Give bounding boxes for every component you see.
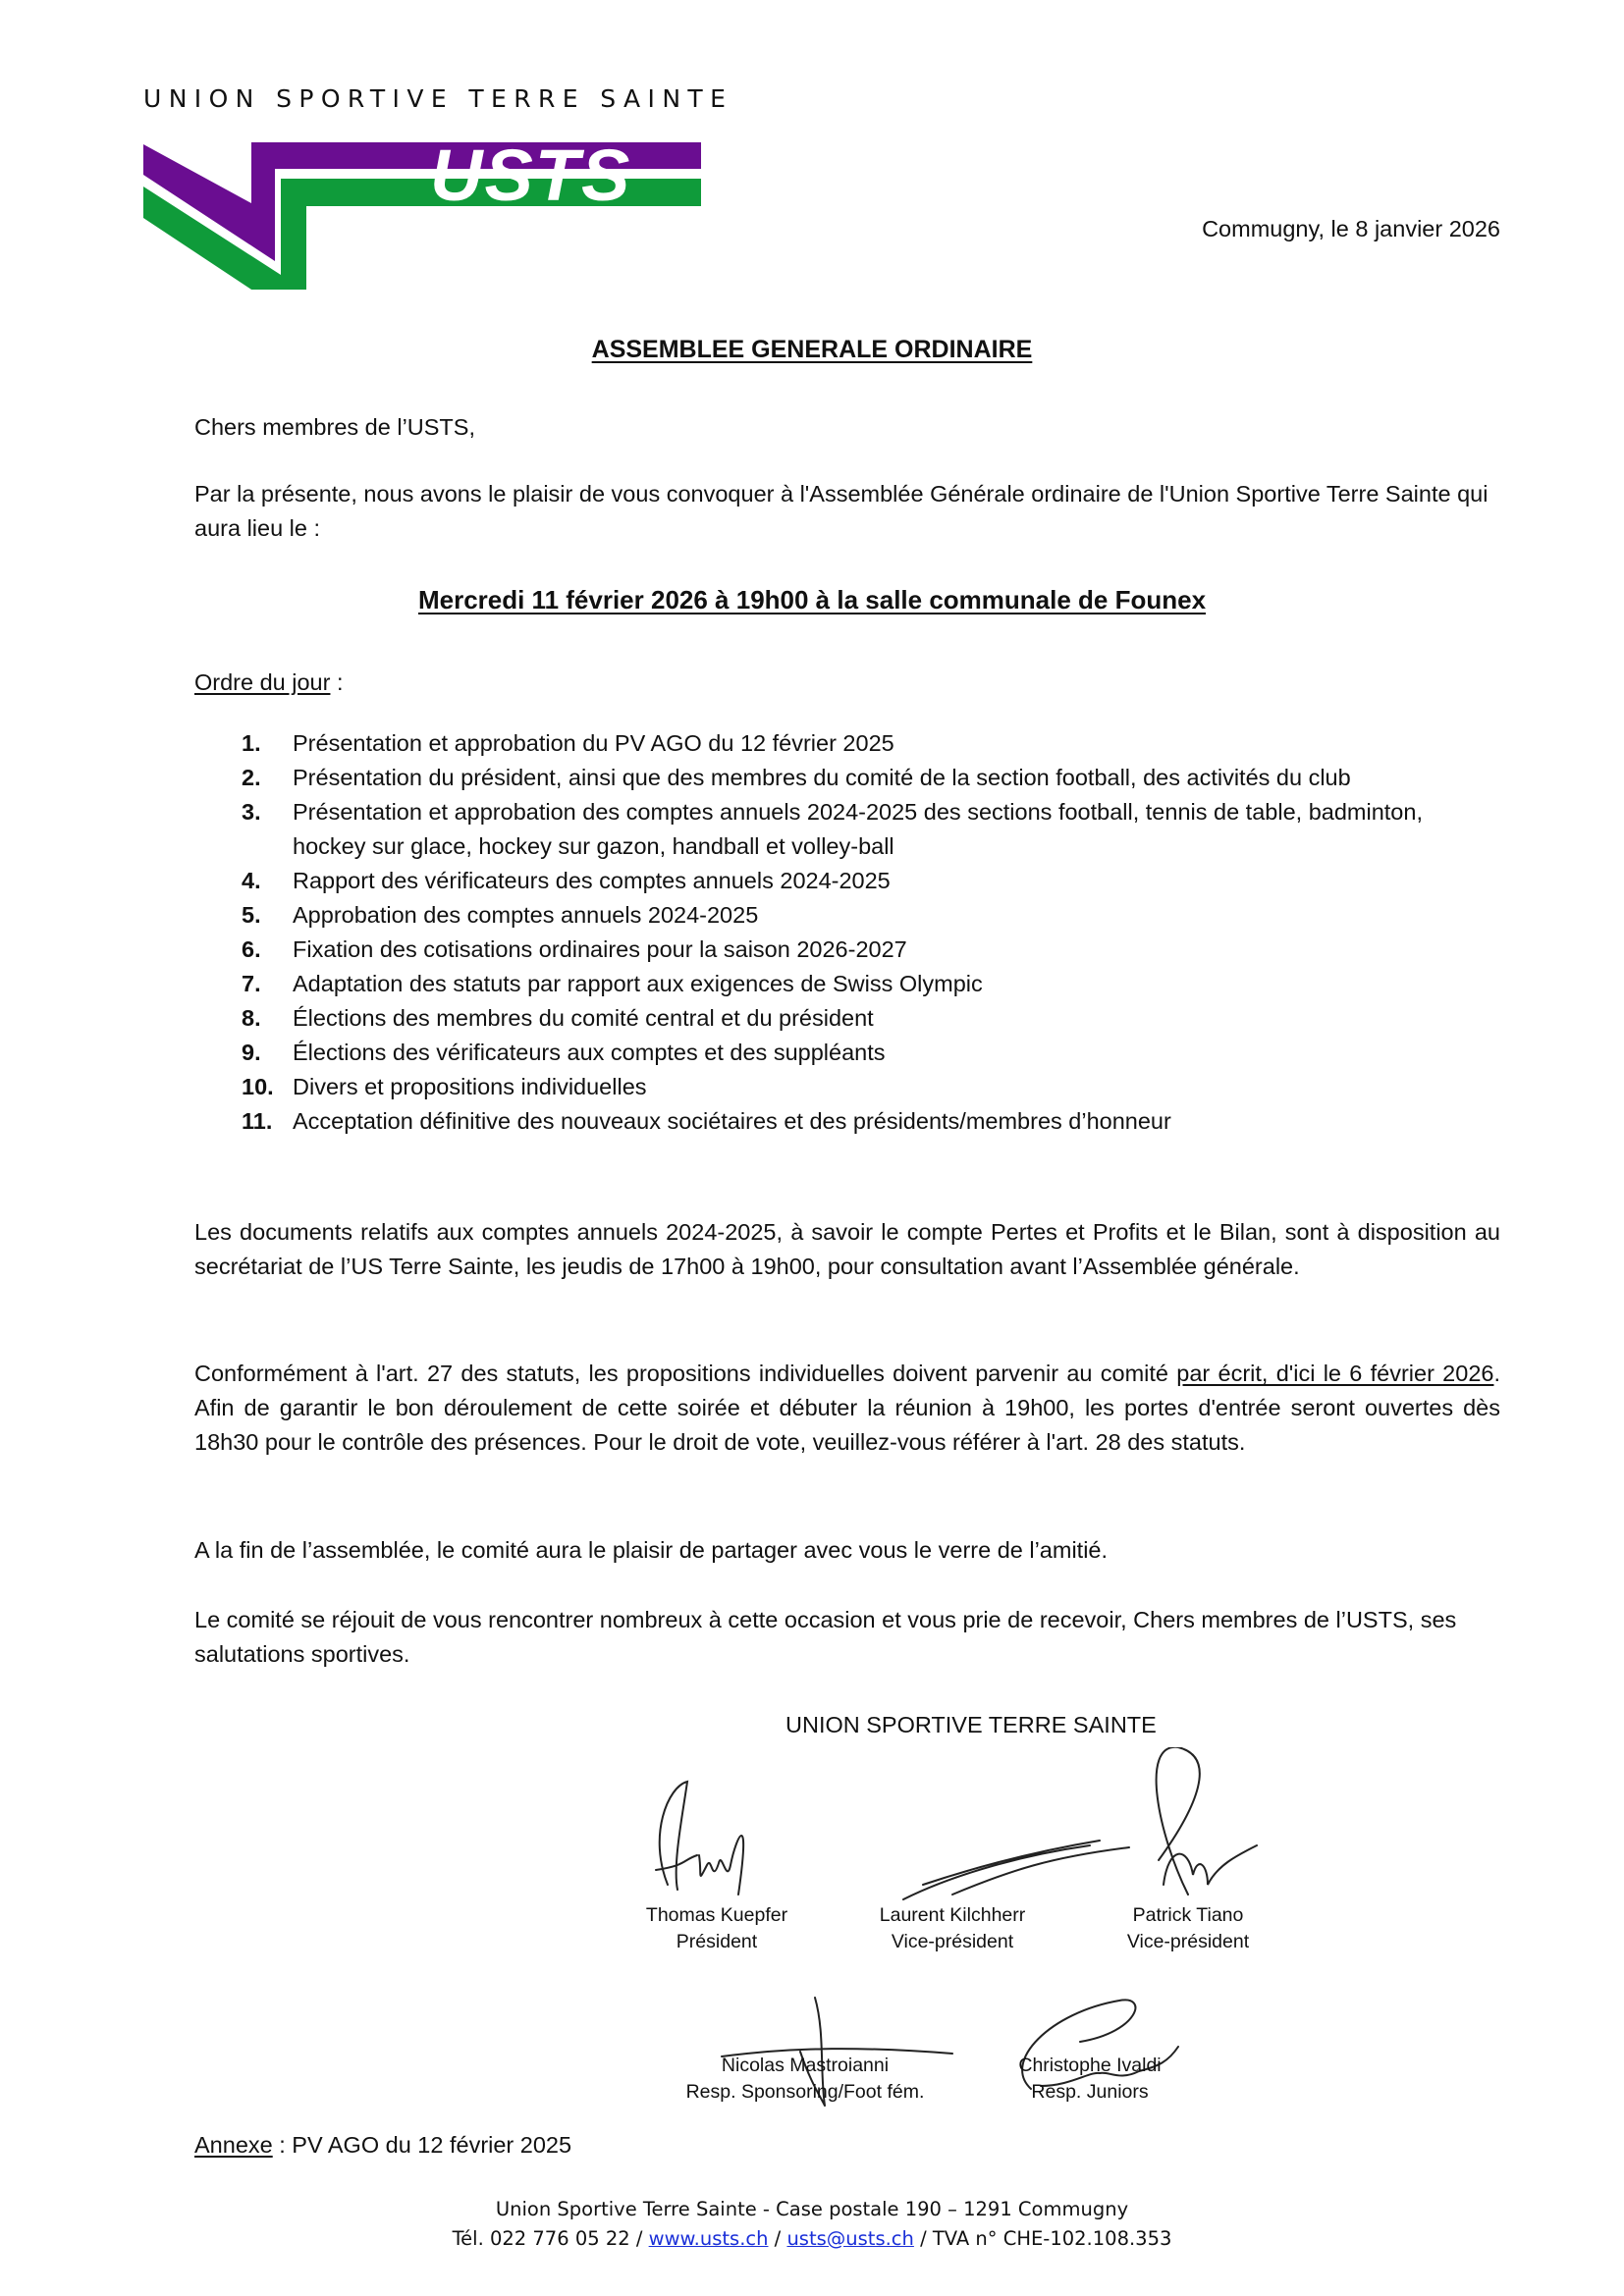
- signature-tiano: [1157, 1747, 1257, 1895]
- signatory-name: Laurent Kilchherr: [879, 1904, 1026, 1926]
- footer: [0, 2195, 1624, 2254]
- agenda-item: [194, 761, 1500, 795]
- agenda-item: [194, 726, 1500, 761]
- agenda-item-number: 6.: [242, 936, 261, 962]
- closing-regards: Le comité se réjouit de vous rencontrer nombreux à cette occasion et vous prie de recevoir, Chers membres de l’USTS, ses salutations sportives.: [194, 1607, 1457, 1667]
- signatory-name: Thomas Kuepfer: [645, 1904, 788, 1926]
- signatory-ivaldi: [982, 2053, 1198, 2106]
- agenda-item-number: 2.: [242, 765, 261, 790]
- logo-purple-stripe: [143, 118, 251, 143]
- agenda-item-number: 10.: [242, 1074, 274, 1099]
- agenda-item-number: 8.: [242, 1005, 261, 1031]
- agenda-item-text: Adaptation des statuts par rapport aux exigences de Swiss Olympic: [293, 971, 983, 996]
- closing-aperitif: A la fin de l’assemblée, le comité aura le plaisir de partager avec vous le verre de l’amitié.: [194, 1537, 1109, 1563]
- proposals-paragraph: [194, 1357, 1500, 1460]
- agenda-item-number: 4.: [242, 868, 261, 893]
- signature-heading: UNION SPORTIVE TERRE SAINTE: [785, 1712, 1157, 1737]
- agenda-heading: [194, 666, 1500, 700]
- footer-vat: / TVA n° CHE-102.108.353: [913, 2227, 1172, 2250]
- agenda-item-text: Présentation et approbation des comptes annuels 2024-2025 des sections football, tennis de table, badminton, hockey sur glace, hockey sur gazon, handball et volley-ball: [293, 799, 1423, 859]
- annex-line: [194, 2128, 1500, 2163]
- usts-logo: [137, 118, 707, 290]
- agenda-item-text: Élections des membres du comité central et du président: [293, 1005, 874, 1031]
- agenda-item-number: 3.: [242, 799, 261, 825]
- agenda-item-text: Présentation et approbation du PV AGO du 12 février 2025: [293, 730, 894, 756]
- agenda-item-text: Présentation du président, ainsi que des membres du comité de la section football, des activités du club: [293, 765, 1351, 790]
- agenda-item: [194, 1036, 1500, 1070]
- footer-contact: [0, 2224, 1624, 2254]
- agenda-item: [194, 795, 1500, 864]
- org-name-header: UNION SPORTIVE TERRE SAINTE: [143, 84, 733, 113]
- signature-kuepfer: [656, 1782, 743, 1895]
- agenda-item-text: Divers et propositions individuelles: [293, 1074, 647, 1099]
- agenda-item: [194, 864, 1500, 898]
- footer-website-link[interactable]: www.usts.ch: [648, 2227, 769, 2250]
- signatory-kuepfer: [609, 1902, 825, 1955]
- agenda-item: [194, 933, 1500, 967]
- signatory-role: Resp. Juniors: [1031, 2081, 1149, 2103]
- footer-address: Union Sportive Terre Sainte - Case postale 190 – 1291 Commugny: [495, 2198, 1129, 2220]
- agenda-item: [194, 1001, 1500, 1036]
- agenda-item-text: Rapport des vérificateurs des comptes annuels 2024-2025: [293, 868, 891, 893]
- footer-separator: /: [768, 2227, 787, 2250]
- signatory-role: Vice-président: [891, 1931, 1014, 1952]
- agenda-item-number: 11.: [242, 1108, 273, 1134]
- agenda-item: [194, 898, 1500, 933]
- agenda-heading-suffix: :: [330, 669, 344, 695]
- signatory-kilchherr: [844, 1902, 1060, 1955]
- proposals-text-2: . Afin de garantir le bon déroulement de cette soirée et débuter la réunion à 19h00, les portes d'entrée seront ouvertes dès 18h30 pour le contrôle des présences. Pour le droit de vote, veuillez-vous référer à l'art. 28 des statuts.: [194, 1361, 1500, 1455]
- annex-label: Annexe: [194, 2132, 273, 2158]
- agenda-heading-label: Ordre du jour: [194, 669, 331, 695]
- date-line: Commugny, le 8 janvier 2026: [1202, 216, 1500, 241]
- signatory-name: Christophe Ivaldi: [1018, 2055, 1162, 2076]
- agenda-item-number: 7.: [242, 971, 261, 996]
- annex-text: : PV AGO du 12 février 2025: [272, 2132, 572, 2158]
- signatory-name: Patrick Tiano: [1132, 1904, 1244, 1926]
- agenda-item-text: Approbation des comptes annuels 2024-2025: [293, 902, 759, 928]
- agenda-item-text: Fixation des cotisations ordinaires pour la saison 2026-2027: [293, 936, 907, 962]
- salutation: Chers membres de l’USTS,: [194, 414, 475, 440]
- signatory-name: Nicolas Mastroianni: [721, 2055, 890, 2076]
- agenda-item-number: 1.: [242, 730, 261, 756]
- agenda-item: [194, 1104, 1500, 1139]
- footer-email-link[interactable]: usts@usts.ch: [786, 2227, 914, 2250]
- agenda-list: [194, 726, 1500, 1139]
- event-date-location: Mercredi 11 février 2026 à 19h00 à la salle communale de Founex: [417, 585, 1207, 614]
- signatory-tiano: [1080, 1902, 1296, 1955]
- signatory-mastroianni: [677, 2053, 933, 2106]
- document-title: ASSEMBLEE GENERALE ORDINAIRE: [591, 336, 1033, 363]
- footer-phone: Tél. 022 776 05 22 /: [452, 2227, 649, 2250]
- agenda-item-number: 9.: [242, 1040, 261, 1065]
- signatory-role: Resp. Sponsoring/Foot fém.: [685, 2081, 925, 2103]
- signatory-role: Vice-président: [1126, 1931, 1250, 1952]
- signature-kilchherr: [903, 1841, 1129, 1899]
- agenda-item-number: 5.: [242, 902, 261, 928]
- agenda-item: [194, 967, 1500, 1001]
- agenda-item-text: Élections des vérificateurs aux comptes et des suppléants: [293, 1040, 886, 1065]
- proposals-text-1: Conformément à l'art. 27 des statuts, les propositions individuelles doivent parvenir au comité: [194, 1361, 1177, 1386]
- signatory-role: Président: [676, 1931, 758, 1952]
- proposals-deadline: par écrit, d'ici le 6 février 2026: [1176, 1361, 1494, 1386]
- agenda-item: [194, 1070, 1500, 1104]
- logo-usts-lettering: USTS: [430, 134, 632, 216]
- agenda-item-text: Acceptation définitive des nouveaux sociétaires et des présidents/membres d’honneur: [293, 1108, 1171, 1134]
- documents-paragraph: Les documents relatifs aux comptes annuels 2024-2025, à savoir le compte Pertes et Profits et le Bilan, sont à disposition au secrétariat de l’US Terre Sainte, les jeudis de 17h00 à 19h00, pour consultation avant l’Assemblée générale.: [194, 1219, 1500, 1279]
- intro-paragraph: Par la présente, nous avons le plaisir de vous convoquer à l'Assemblée Générale ordinaire de l'Union Sportive Terre Sainte qui aura lieu le :: [194, 481, 1489, 541]
